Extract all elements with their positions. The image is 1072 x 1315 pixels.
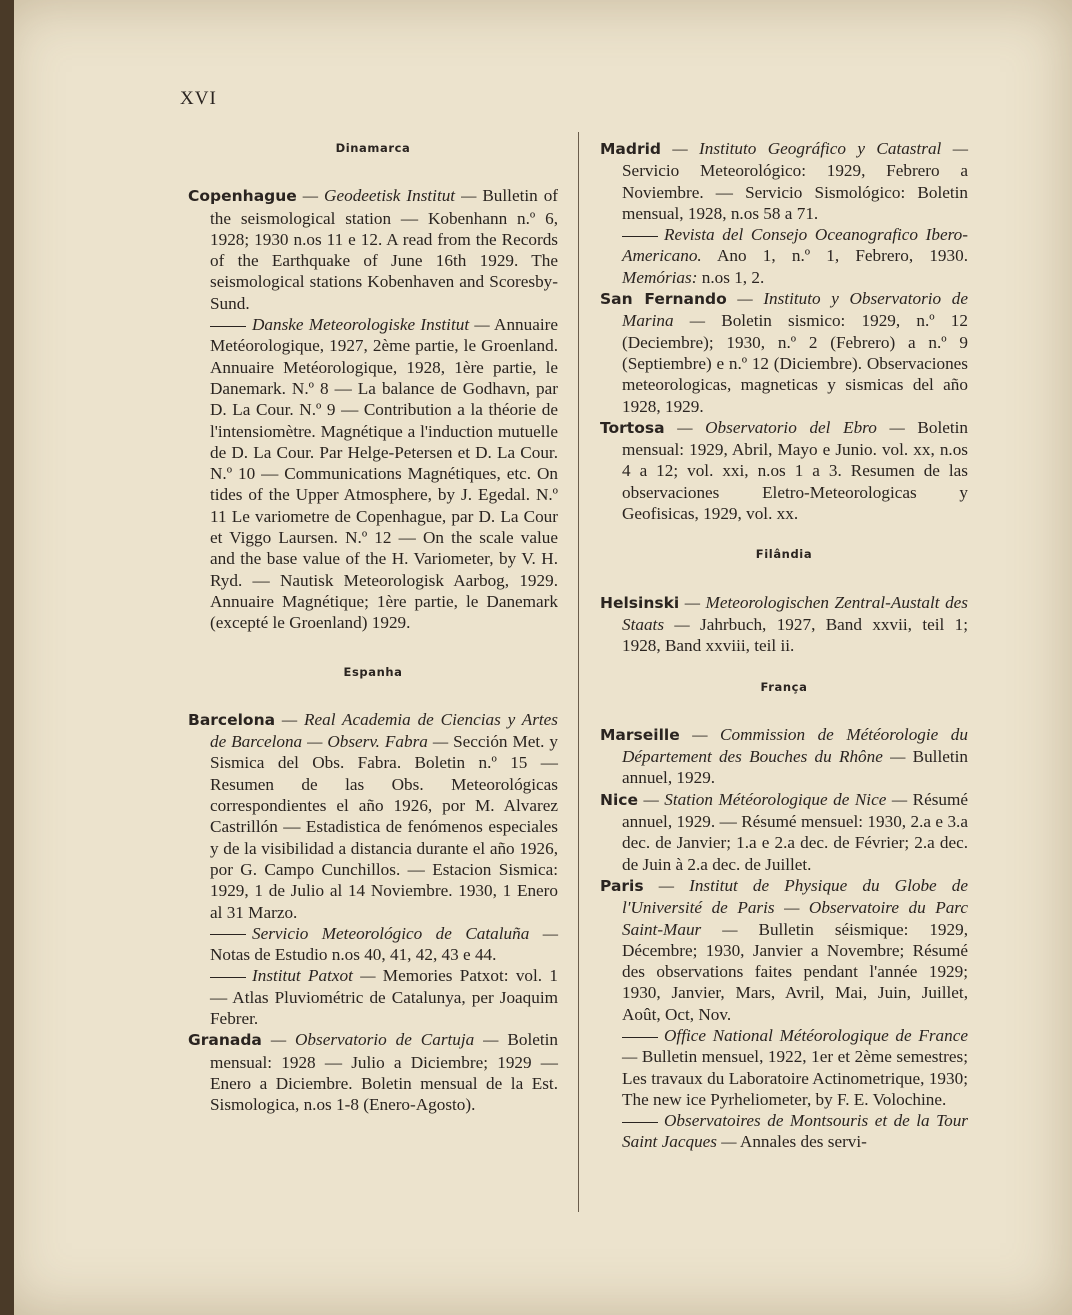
entry-helsinski xyxy=(600,592,968,657)
entry-institution: — Real Academia de Ciencias y Artes de Barcelona — Observ. Fabra — xyxy=(210,709,558,752)
entry-place: Copenhague xyxy=(188,187,297,206)
page-edge xyxy=(0,0,14,1315)
entry-place: Helsinski xyxy=(600,593,680,612)
entry-madrid-revista xyxy=(600,224,968,288)
ditto-dash xyxy=(622,236,658,237)
entry-place: Madrid xyxy=(600,140,662,158)
entry-text: Notas de Estudio n.os 40, 41, 42, 43 e 44. xyxy=(210,945,497,965)
entry-text: Servicio Meteorológico: 1929, Febrero a Noviembre. — Servicio Sismológico: Boletin mensual, 1928, n.os 58 a 71. xyxy=(622,161,968,223)
entry-nice xyxy=(600,789,968,875)
entry-text: Résumé annuel, 1929. — Résumé mensuel: 1930, 2.a e 3.a dec. de Janvier; 1.a e 2.a dec. de Février; 2.a dec. de Juin à 2.a dec. de Juillet. xyxy=(622,789,968,874)
entry-institution: — Institut de Physique du Globe de l'Université de Paris — Observatoire du Parc Saint-Maur — xyxy=(622,875,969,939)
ditto-dash xyxy=(210,934,246,935)
column-divider xyxy=(578,132,579,1212)
entry-text: Bulletin annuel, 1929. xyxy=(622,747,968,788)
entry-institution: — Geodeetisk Institut — xyxy=(302,186,477,206)
ditto-dash xyxy=(622,1122,658,1123)
entry-text: Annales des servi- xyxy=(736,1132,867,1152)
ditto-dash xyxy=(622,1037,658,1038)
entry-place: Tortosa xyxy=(600,418,665,437)
entry-institution: Memórias: xyxy=(622,267,698,287)
entry-text: Ano 1, n.º 1, Febrero, 1930. xyxy=(701,246,968,266)
entry-marseille xyxy=(600,724,968,789)
entry-institution: — Observatorio de Cartuja — xyxy=(270,1030,499,1050)
page-number: XVI xyxy=(180,88,217,109)
entry-copenhague-danske xyxy=(188,314,558,633)
entry-institution: — Commission de Météorologie du Département des Bouches du Rhône — xyxy=(622,724,968,767)
section-heading-dinamarca: Dinamarca xyxy=(335,141,411,155)
entry-copenhague xyxy=(188,185,558,314)
right-column xyxy=(600,128,968,1153)
section-heading-finlandia: Filândia xyxy=(755,547,813,562)
section-heading-franca: França xyxy=(760,679,808,694)
entry-institution: Danske Meteorologiske Institut — xyxy=(252,315,490,335)
entry-barcelona-patxot xyxy=(188,965,558,1029)
entry-institution: — Meteorologischen Zentral-Austalt des Staats — xyxy=(622,592,968,634)
entry-text: n.os 1, 2. xyxy=(697,267,765,287)
entry-barcelona-servicio xyxy=(188,923,558,966)
entry-san-fernando xyxy=(600,288,968,417)
ditto-dash xyxy=(210,326,246,327)
entry-institution: — Instituto Geográfico y Catastral — xyxy=(672,139,968,158)
entry-text: Boletin sismico: 1929, n.º 12 (Deciembre); 1930, n.º 2 (Febrero) a n.º 9 (Septiembre) e n.º 12 (Diciembre). Observaciones meteorologicas, magneticas y sismicas del año 1928, 1929. xyxy=(622,311,968,416)
entry-text: Bulletin of the seismological station — Kobenhann n.º 6, 1928; 1930 n.os 11 e 12. A read from the Records of the Earthquake of June 16th 1929. The seismological stations Kobenhaven and Scoresby-Sund. xyxy=(210,186,559,313)
entry-institution: — Station Météorologique de Nice — xyxy=(643,789,908,809)
entry-text: Bulletin séismique: 1929, Décembre; 1930, Janvier a Novembre; Résumé des observations faites pendant l'année 1929; 1930, Janvier, Mars, Avril, Mai, Juin, Juillet, Août, Oct, Nov. xyxy=(622,919,969,1024)
entry-institution: Observatoires de Montsouris et de la Tour Saint Jacques — xyxy=(622,1111,968,1152)
entry-tortosa xyxy=(600,417,968,524)
entry-barcelona xyxy=(188,709,558,923)
entry-text: Boletin mensual: 1928 — Julio a Diciembre; 1929 — Enero a Diciembre. Boletin mensual de la Est. Sismologica, n.os 1-8 (Enero-Agosto). xyxy=(210,1030,559,1115)
entry-place: Marseille xyxy=(600,725,680,744)
entry-text: Jahrbuch, 1927, Band xxvii, teil 1; 1928, Band xxviii, teil ii. xyxy=(622,614,968,656)
entry-text: Sección Met. y Sismica del Obs. Fabra. Boletin n.º 15 — Resumen de las Obs. Meteorológicas correspondientes el año 1926, por M. Alvarez Castrillón — Estadistica de fenómenos especiales y de la visibilidad a distancia durante el año 1926, por G. Campo Cunchillos. — Estacion Sismica: 1929, 1 de Julio al 14 Noviembre. 1930, 1 Enero al 31 Marzo. xyxy=(210,732,558,922)
entry-text: Annuaire Metéorologique, 1927, 2ème partie, le Groenland. Annuaire Metéorologique, 1928, 1ère partie, le Danemark. N.º 8 — La balance de Godhavn, par D. La Cour. N.º 9 — Contribution a la théorie de l'intensiomètre. Magnétique a l'induction mutuelle de D. La Cour. Par Helge-Petersen et D. La Cour. N.º 10 — Communications Magnétiques, etc. On tides of the Upper Atmosphere, by J. Egedal. N.º 11 Le variometre de Copenhague, par D. La Cour et Viggo Laursen. N.º 12 — On the scale value and the base value of the H. Variometer, by V. H. Ryd. — Nautisk Meteorologisk Aarbog, 1929. Annuaire Magnétique; 1ère partie, le Danemark (excepté le Groenland) 1929. xyxy=(210,315,558,633)
entry-text: Memories Patxot: vol. 1 — Atlas Pluviométric de Catalunya, per Joaquim Febrer. xyxy=(210,966,558,1028)
entry-text: Boletin mensual: 1929, Abril, Mayo e Junio. vol. xx, n.os 4 a 12; vol. xxi, n.os 1 a 3. Resumen de las observaciones Eletro-Meteorologicas y Geofisicas, 1929, vol. xx. xyxy=(622,417,969,524)
entry-madrid xyxy=(600,138,968,224)
entry-paris-montsouris xyxy=(600,1110,968,1153)
entry-paris xyxy=(600,875,968,1025)
entry-institution: Institut Patxot — xyxy=(252,966,376,986)
entry-text: Bulletin mensuel, 1922, 1er et 2ème semestres; Les travaux du Laboratoire Actinometrique, 1930; The new ice Pyrheliometer, by F. E. Volochine. xyxy=(622,1047,968,1109)
section-heading-espanha: Espanha xyxy=(343,664,403,679)
entry-place: Paris xyxy=(600,876,644,895)
entry-institution: Revista del Consejo Oceanografico Ibero-Americano. xyxy=(622,225,968,266)
left-column xyxy=(188,128,558,1115)
entry-place: Granada xyxy=(188,1031,262,1050)
entry-institution: Servicio Meteorológico de Cataluña — xyxy=(252,923,558,943)
ditto-dash xyxy=(210,977,246,978)
entry-institution: — Instituto y Observatorio de Marina — xyxy=(622,289,968,331)
entry-institution: — Observatorio del Ebro — xyxy=(677,417,905,437)
entry-institution: Office National Météorologique de France — xyxy=(622,1025,968,1067)
entry-paris-office xyxy=(600,1025,968,1110)
entry-place: San Fernando xyxy=(600,290,727,309)
entry-place: Barcelona xyxy=(188,710,276,729)
entry-place: Nice xyxy=(600,790,638,809)
entry-granada xyxy=(188,1029,558,1115)
